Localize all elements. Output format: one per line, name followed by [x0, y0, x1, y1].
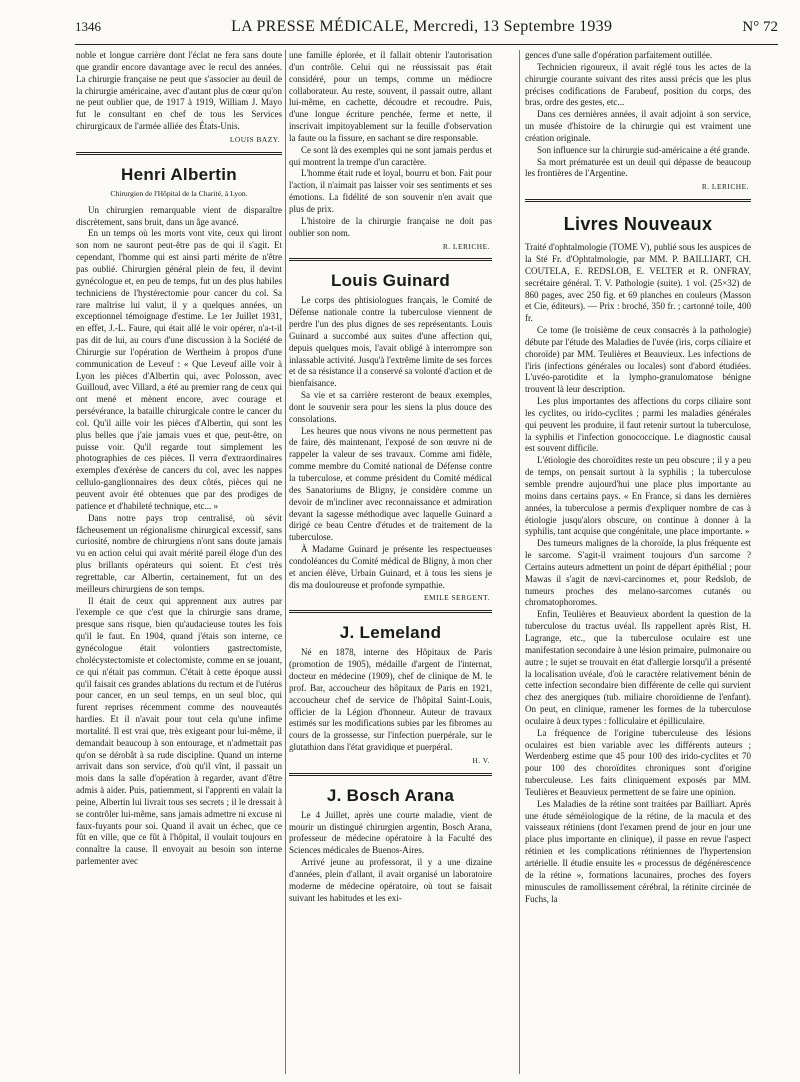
guinard-paragraph: À Madame Guinard je présente les respectueuses condoléances du Comité médical de Bligny, à mon cher et ancien élève, Urbain Guinard, et à tous les siens je dis ma douloureuse et profonde sympathie.: [289, 544, 492, 590]
albertin-paragraph: En un temps où les morts vont vite, ceux qui liront son nom ne sauront peut-être pas de qui il s'agit. Et cependant, l'homme qui est ainsi parti mérite de n'être pas oublié. Chirurgien général plein de feu, il devint gynécologue et, en peu de temps, fut un des plus habiles techniciens de l'hystérectomie pour cancer du col. Sa rare maîtrise lui valut, il y a quelques années, un exceptionnel témoignage d'estime. Le 1er Juillet 1931, en effet, J.-L. Faure, qui était allé le voir opérer, n'a-t-il pas dit de lui, au cours d'une discussion à la Société de Chirurgie sur l'opération de Wertheim à propos d'une communication de Leveuf : « Que Leveuf aille voir à Lyon les pièces d'Albertin qui, avec Polosson, avec Guilloud, avec Villard, a été au premier rang de ceux qui ont mené et mènent encore, avec courage et persévérance, la bataille chirurgicale contre le cancer du col. Qu'il aille voir les pièces d'Albertin, qui sont les plus belles que j'aie jamais vues et que, peut-être, on puisse voir. Qu'il regarde tout simplement les photographies de ces pièces. Il verra d'extraordinaires exemples d'exérèse de cancers du col, avec les nappes cellulo-ganglionnaires des deux côtés, pièces qui ne peuvent avoir été obtenues que par des prodiges de patience et d'habileté technique, etc... »: [76, 228, 282, 511]
bosch-continued: Sa mort prématurée est un deuil qui dépasse de beaucoup les frontières de l'Argentine.: [525, 156, 751, 179]
bosch-continued: Dans ces dernières années, il avait adjoint à son service, un musée d'histoire de la chirurgie qui est vraiment une création originale.: [525, 109, 751, 143]
section-divider: [289, 610, 492, 613]
guinard-paragraph: Sa vie et sa carrière resteront de beaux exemples, dont le souvenir sera pour les siens la plus douce des consolations.: [289, 390, 492, 424]
guinard-paragraph: Le corps des phtisiologues français, le Comité de Défense nationale contre la tuberculose viennent de perdre l'un des plus dignes de ses représentants. Louis Guinard a succombé aux suites d'une affection qui, depuis quelques mois, l'avait obligé à interrompre son inlassable activité. Jusqu'à l'extrême limite de ses forces et de sa résistance il a conservé sa volonté d'action et de bienfaisance.: [289, 295, 492, 389]
review-paragraph: Des tumeurs malignes de la choroïde, la plus fréquente est le sarcome. S'agit-il vraiment toujours d'un sarcome ? Certains auteurs admettent un point de départ épithélial ; pour Mawas il s'agit de nævi-carcinomes et, pour Redslob, de tumeurs proches des melano-sarcomes cutanés ou chromatophoromes.: [525, 538, 751, 608]
section-divider: [289, 773, 492, 776]
bosch-paragraph: Le 4 Juillet, après une courte maladie, vient de mourir un distingué chirurgien argentin, Bosch Arana, professeur de médecine opératoire à la Faculté des Sciences médicales de Buenos-Aires.: [289, 809, 492, 856]
bosch-continued: Technicien rigoureux, il avait réglé tous les actes de la chirurgie courante suivant des rites aussi précis que les plus précises codifications de Farabeuf, position du corps, des bras, ordre des gestes, etc...: [525, 61, 751, 108]
column-2: [289, 50, 492, 1076]
albertin-continued: Ce sont là des exemples qui ne sont jamais perdus et qui montrent la trempe d'un caractère.: [289, 144, 492, 167]
column-1: [76, 50, 282, 1076]
signature-leriche: R. LERICHE.: [701, 182, 749, 192]
section-divider: [289, 258, 492, 261]
albertin-title: Henri Albertin: [121, 164, 237, 184]
livres-title: Livres Nouveaux: [563, 214, 713, 235]
albertin-paragraph: Dans notre pays trop centralisé, où sévit fâcheusement un régionalisme chirurgical excessif, sans curiosité, nombre de chirurgiens n'ont sans doute jamais vu en action celui qui avait mérité pareil éloge d'un des plus brillants opérateurs qui soient. Et c'est très regrettable, car Albertin, certainement, fut un des meilleurs chirurgiens de son temps.: [76, 512, 282, 594]
lemeland-paragraph: Né en 1878, interne des Hôpitaux de Paris (promotion de 1905), médaille d'argent de l'internat, docteur en médecine (1909), chef de clinique de M. le prof. Bar, accoucheur des hôpitaux de Paris en 1921, accoucheur chef de service de l'hôpital Saint-Louis, officier de la Légion d'honneur. Auteur de travaux estimés sur les modifications subies par les fibromes au cours de la grossesse, sur l'infection puerpérale, sur le glutathion dans l'état gravidique et puerpéral.: [289, 647, 492, 753]
book-reference: Traité d'ophtalmologie (TOME V), publié sous les auspices de la Sté Fr. d'Ophtalmologie, par MM. P. BAILLIART, CH. COUTELA, E. REDSLOB, E. VELTER et R. ONFRAY, secrétaire général. T. V. Pathologie (suite). 1 vol. (25×32) de 860 pages, avec 250 fig. et 69 planches en couleurs (Masson et Cie, éditeurs). — Prix : broché, 350 fr. ; cartonné toile, 400 fr.: [525, 242, 751, 324]
albertin-paragraph: Un chirurgien remarquable vient de disparaître discrètement, sans bruit, dans un âge avancé.: [76, 204, 282, 227]
signature-sergent: EMILE SERGENT.: [424, 593, 490, 603]
review-paragraph: Les Maladies de la rétine sont traitées par Bailliart. Après une étude séméiologique de la rétine, de la macula et des vaisseaux rétiniens (dont l'examen prend de jour en jour une place plus importante en clinique), il passe en revue l'aspect rétinien et les complications rétiniennes de l'hypertension artérielle. Il étudie ensuite les « processus de dégénérescence de la rétine », formations lacunaires, proches des foyers minuscules de ramollissement cérébral, la rétinite circinée de Fuchs, la: [525, 798, 751, 904]
signature-hv: H. V.: [472, 755, 490, 765]
page-header: [75, 18, 778, 45]
column-separator: [519, 50, 520, 1074]
review-paragraph: L'étiologie des choroïdites reste un peu obscure ; il y a peu de temps, on pensait surtout à la syphilis ; la tuberculose semble prendre aujourd'hui une place plus importante au moins dans certains pays. « En France, si dans les dernières années, la tuberculose a permis d'expliquer nombre de cas à étiologie jusqu'alors obscure, on continue à donner à la syphilis, tant acquise que congénitale, une place importante. »: [525, 455, 751, 537]
albertin-continued: L'histoire de la chirurgie française ne doit pas oublier son nom.: [289, 215, 492, 238]
section-divider: [76, 152, 282, 155]
review-paragraph: Ce tome (le troisième de ceux consacrés à la pathologie) débute par l'étude des Maladies de l'uvée (iris, corps ciliaire et choroïde) par MM. Teulières et Beauvieux. Les infections de l'iris (infections générales ou locales) sont d'abord étudiées. L'uvéo-parotidite et la lympho-granulomatose bénigne trouvent là leur description.: [525, 325, 751, 395]
review-paragraph: Enfin, Teulières et Beauvieux abordent la question de la tuberculose du tractus uvéal. Ils rappellent après Rist, H. Lagrange, etc., que la tuberculose oculaire est une manifestation secondaire à une lésion primaire, pulmonaire ou autre ; le sujet se trouvait en état d'allergie lorsqu'il a présenté la localisation uvéale, d'où le caractère relativement bénin de cette infection secondaire bien différente de celle qui survient chez des anergiques (tub. miliaire choroïdienne de l'enfant). On peut, en clinique, ramener les formes de la tuberculose oculaire à deux types : folliculaire et épilliculaire.: [525, 609, 751, 726]
albertin-continued: L'homme était rude et loyal, bourru et bon. Fait pour l'action, il n'aimait pas laisser voir ses sentiments et ses émotions. La fidélité de son souvenir n'en avait que plus de prix.: [289, 168, 492, 214]
column-3: [525, 50, 751, 1076]
review-paragraph: Les plus importantes des affections du corps ciliaire sont les cyclites, ou irido-cyclites ; parmi les maladies générales qui peuvent les produire, il faut retenir surtout la tuberculose, la syphilis et l'infection gonococcique. Le diagnostic causal est souvent difficile.: [525, 396, 751, 454]
issue-number: N° 72: [742, 19, 778, 35]
albertin-subtitle: Chirurgien de l'Hôpital de la Charité, à Lyon.: [110, 188, 248, 198]
column-separator: [285, 50, 286, 1074]
bosch-paragraph: Arrivé jeune au professorat, il y a une dizaine d'années, plein d'allant, il avait organisé un laboratoire moderne de médecine opératoire, où tout se faisait suivant les habitudes et les exi-: [289, 857, 492, 903]
journal-title: LA PRESSE MÉDICALE, Mercredi, 13 Septembre 1939: [231, 18, 613, 35]
bosch-continued: gences d'une salle d'opération parfaitement outillée.: [525, 50, 713, 60]
review-paragraph: La fréquence de l'origine tuberculeuse des lésions oculaires est bien variable avec les différents auteurs ; Werdenberg estime que 45 pour 100 des irido-cyclites et 70 pour 100 des choroïdites chroniques sont d'origine tuberculeuse. Les faits cliniquement exposés par MM. Teulières et Beauvieux permettent de se faire une opinion.: [525, 727, 751, 797]
bosch-continued: Son influence sur la chirurgie sud-américaine a été grande.: [537, 144, 750, 155]
lemeland-title: J. Lemeland: [339, 623, 442, 643]
signature-leriche: R. LERICHE.: [442, 241, 490, 251]
mayo-obituary-end: noble et longue carrière dont l'éclat ne fera sans doute que grandir encore davantage avec le recul des années. La chirurgie française ne peut que s'associer au deuil de la chirurgie américaine, avec d'autant plus de cœur qu'on ne peut oublier que, de 1917 à 1919, William J. Mayo fut le consultant en chef de tous les Services chirurgicaux de l'armée alliée des États-Unis.: [76, 50, 282, 132]
albertin-continued: une famille éplorée, et il fallait obtenir l'autorisation d'un contrôle. Celui qui ne réussissait pas était considéré, pour un temps, comme un médiocre collaborateur. Au reste, souvent, il passait outre, allant lui-même, en cachette, découdre et recoudre. Puis, d'une longue écriture penchée, ferme et nette, il inscrivait impitoyablement sur la feuille d'observation la faute ou la fissure, en sachant se dire responsable.: [289, 50, 492, 143]
page-number: 1346: [75, 19, 101, 34]
section-divider: [525, 199, 751, 202]
bosch-title: J. Bosch Arana: [326, 785, 455, 805]
signature-bazy: LOUIS BAZY.: [229, 134, 280, 144]
guinard-title: Louis Guinard: [330, 271, 451, 291]
guinard-paragraph: Les heures que nous vivons ne nous permettent pas de faire, dès maintenant, l'exposé de son œuvre ni de rappeler la valeur de ses travaux. Comme ami fidèle, comme membre du Comité national de Défense contre la tuberculose, et comme président du Comité médical des Sanatoriums de Bligny, je considère comme un devoir de m'incliner avec reconnaissance et admiration devant la sagesse méthodique avec laquelle Guinard a dirigé ce beau Centre d'études et de traitement de la tuberculose.: [289, 425, 492, 543]
albertin-paragraph: Il était de ceux qui apprennent aux autres par l'exemple ce que c'est que la chirurgie sans drame, presque sans risque, bien qu'audacieuse toutes les fois qu'il le faut. En 1904, quand j'étais son interne, ce gynécologue était volontiers gastrectomiste, cholécystectomiste et colectomiste, comme en se jouant, ce qui n'était pas commun. C'était à cette époque aussi qu'il faisait ces grandes ablations du rectum et de l'utérus pour cancer, en un seul temps, en un seul bloc, qui furent reprises récemment comme des nouveautés hardies. Et il n'avait pour tout cela qu'une infime mortalité. Il est vrai que, très exigeant pour lui-même, il demandait beaucoup à son entourage, et n'admettait pas qu'on se dérobât à sa rude discipline. Quand un interne arrivait dans son service, d'où qu'il vînt, il passait un mois dans la salle d'opération à regarder, avant d'être admis à aider. Puis, patiemment, si l'apprenti en valait la peine, Albertin lui livrait tous ses secrets ; il le dressait à se contrôler lui-même, sans jamais admettre ni excuse ni faux-fuyants pour soi. Quand il avait un échec, que ce fût en ville, que ce fût à l'hôpital, il voulait toujours en connaître la cause. Il envoyait au besoin son interne parlementer avec: [76, 595, 282, 867]
